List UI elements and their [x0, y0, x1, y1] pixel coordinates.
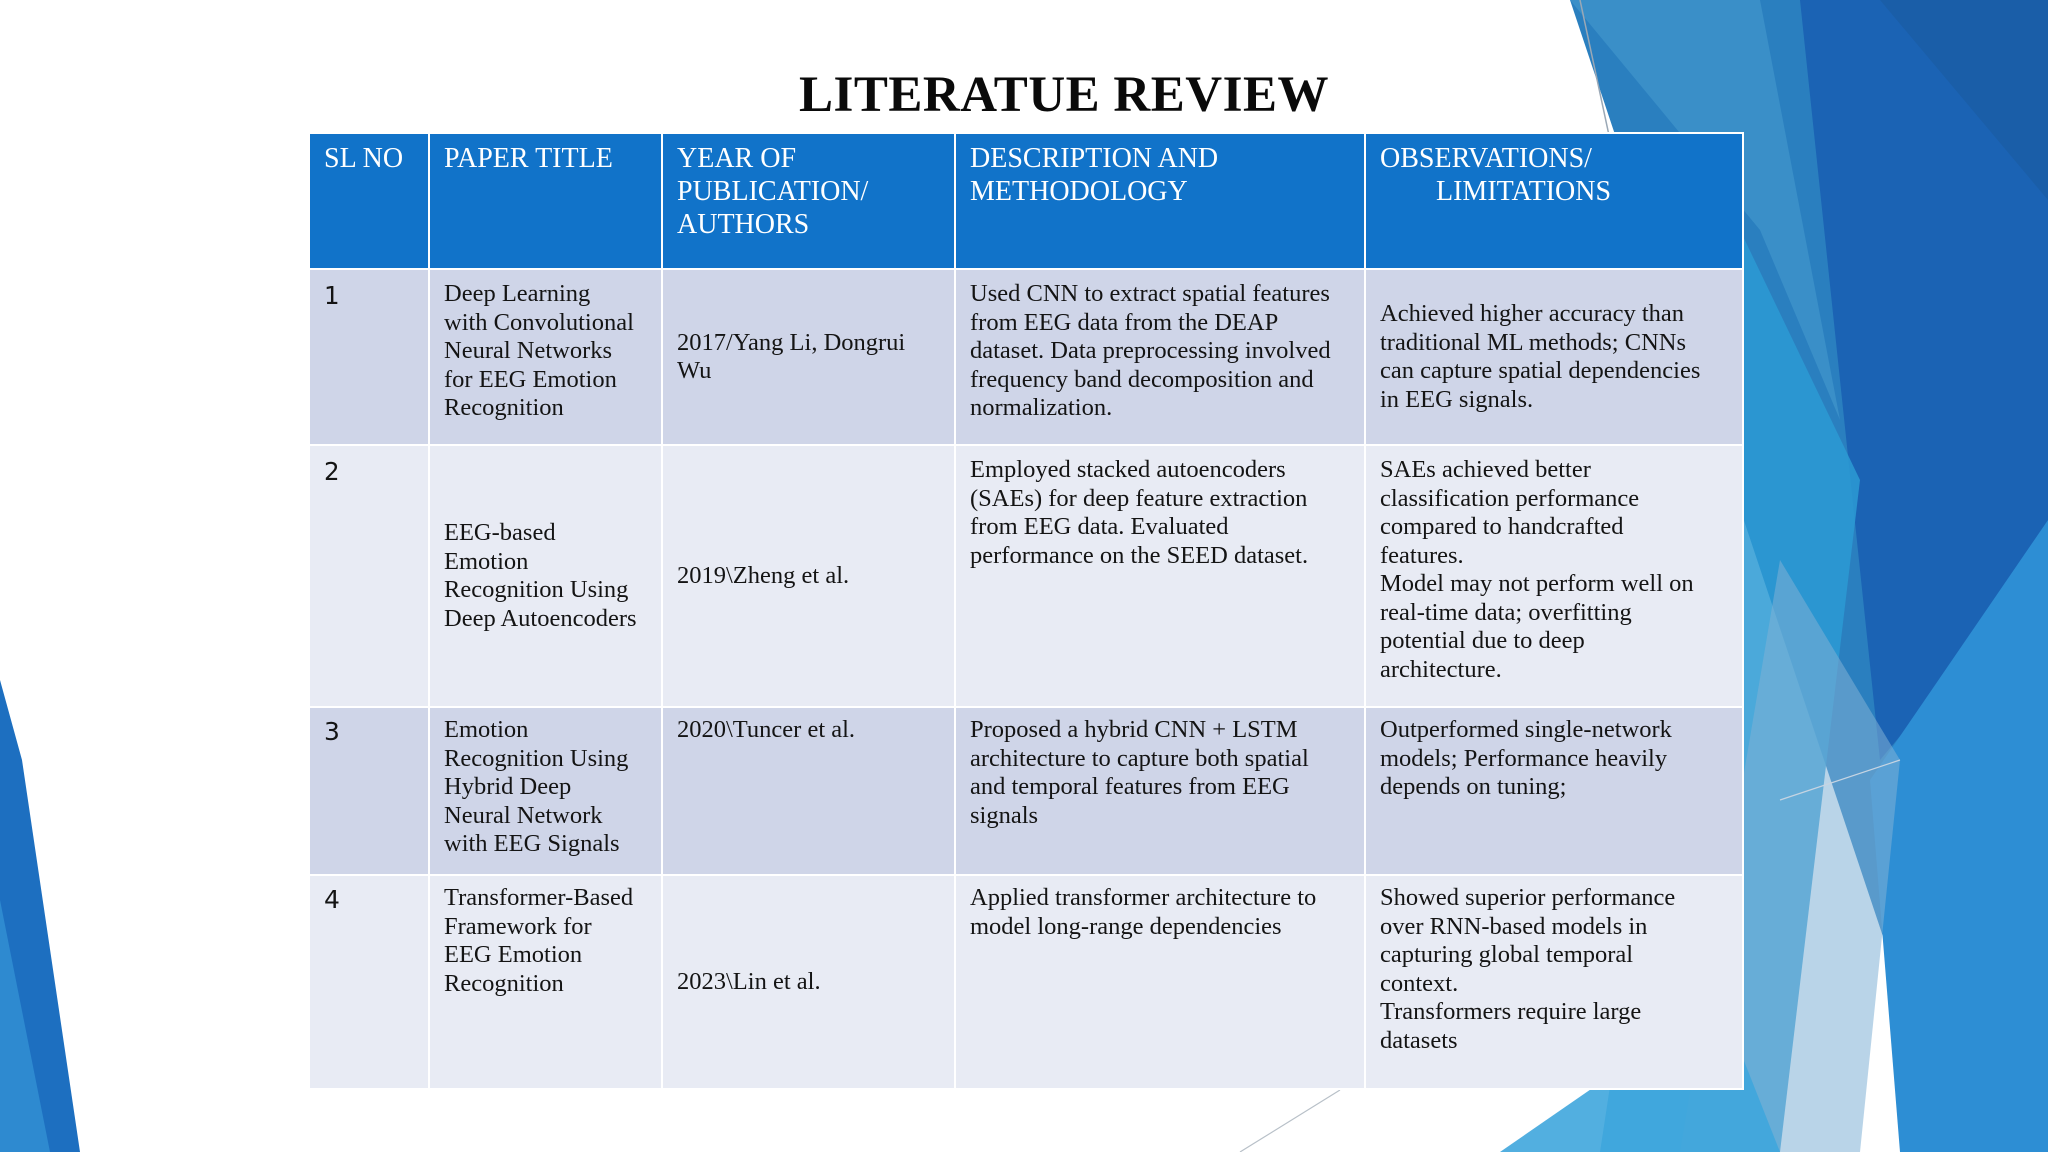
table-row: [309, 269, 1743, 445]
table-row: [309, 445, 1743, 707]
header-paper-title: PAPER TITLE: [429, 133, 662, 269]
row-observations: Outperformed single-network models; Performance heavily depends on tuning;: [1365, 707, 1743, 875]
row-year-authors: 2019\Zheng et al.: [662, 445, 955, 707]
header-year-authors: YEAR OF PUBLICATION/ AUTHORS: [662, 133, 955, 269]
row-year-authors: 2017/Yang Li, Dongrui Wu: [662, 269, 955, 445]
row-sl-number: 4: [309, 875, 429, 1089]
row-paper-title: Emotion Recognition Using Hybrid Deep Neural Network with EEG Signals: [429, 707, 662, 875]
literature-review-table: [308, 132, 1744, 1090]
header-observations: OBSERVATIONS/ LIMITATIONS: [1365, 133, 1743, 269]
decor-line-2: [1240, 1090, 1340, 1152]
header-sl-no: SL NO: [309, 133, 429, 269]
row-year-authors: 2020\Tuncer et al.: [662, 707, 955, 875]
table-header-row: [309, 133, 1743, 269]
slide-title: LITERATUE REVIEW: [799, 67, 1329, 123]
row-description: Used CNN to extract spatial features from EEG data from the DEAP dataset. Data preprocessing involved frequency band decomposition and normalization.: [955, 269, 1365, 445]
row-description: Employed stacked autoencoders (SAEs) for deep feature extraction from EEG data. Evaluated performance on the SEED dataset.: [955, 445, 1365, 707]
row-observations: Showed superior performance over RNN-based models in capturing global temporal context. Transformers require large datasets: [1365, 875, 1743, 1089]
row-observations: Achieved higher accuracy than traditional ML methods; CNNs can capture spatial dependencies in EEG signals.: [1365, 269, 1743, 445]
table-row: [309, 707, 1743, 875]
row-description: Proposed a hybrid CNN + LSTM architecture to capture both spatial and temporal features from EEG signals: [955, 707, 1365, 875]
row-sl-number: 1: [309, 269, 429, 445]
row-paper-title: Deep Learning with Convolutional Neural Networks for EEG Emotion Recognition: [429, 269, 662, 445]
table-row: [309, 875, 1743, 1089]
row-paper-title: Transformer-Based Framework for EEG Emotion Recognition: [429, 875, 662, 1089]
row-sl-number: 2: [309, 445, 429, 707]
row-paper-title: EEG-based Emotion Recognition Using Deep Autoencoders: [429, 445, 662, 707]
header-description: DESCRIPTION AND METHODOLOGY: [955, 133, 1365, 269]
row-sl-number: 3: [309, 707, 429, 875]
row-description: Applied transformer architecture to model long-range dependencies: [955, 875, 1365, 1089]
row-observations: SAEs achieved better classification performance compared to handcrafted features. Model may not perform well on real-time data; overfitting potential due to deep architecture.: [1365, 445, 1743, 707]
row-year-authors: 2023\Lin et al.: [662, 875, 955, 1089]
